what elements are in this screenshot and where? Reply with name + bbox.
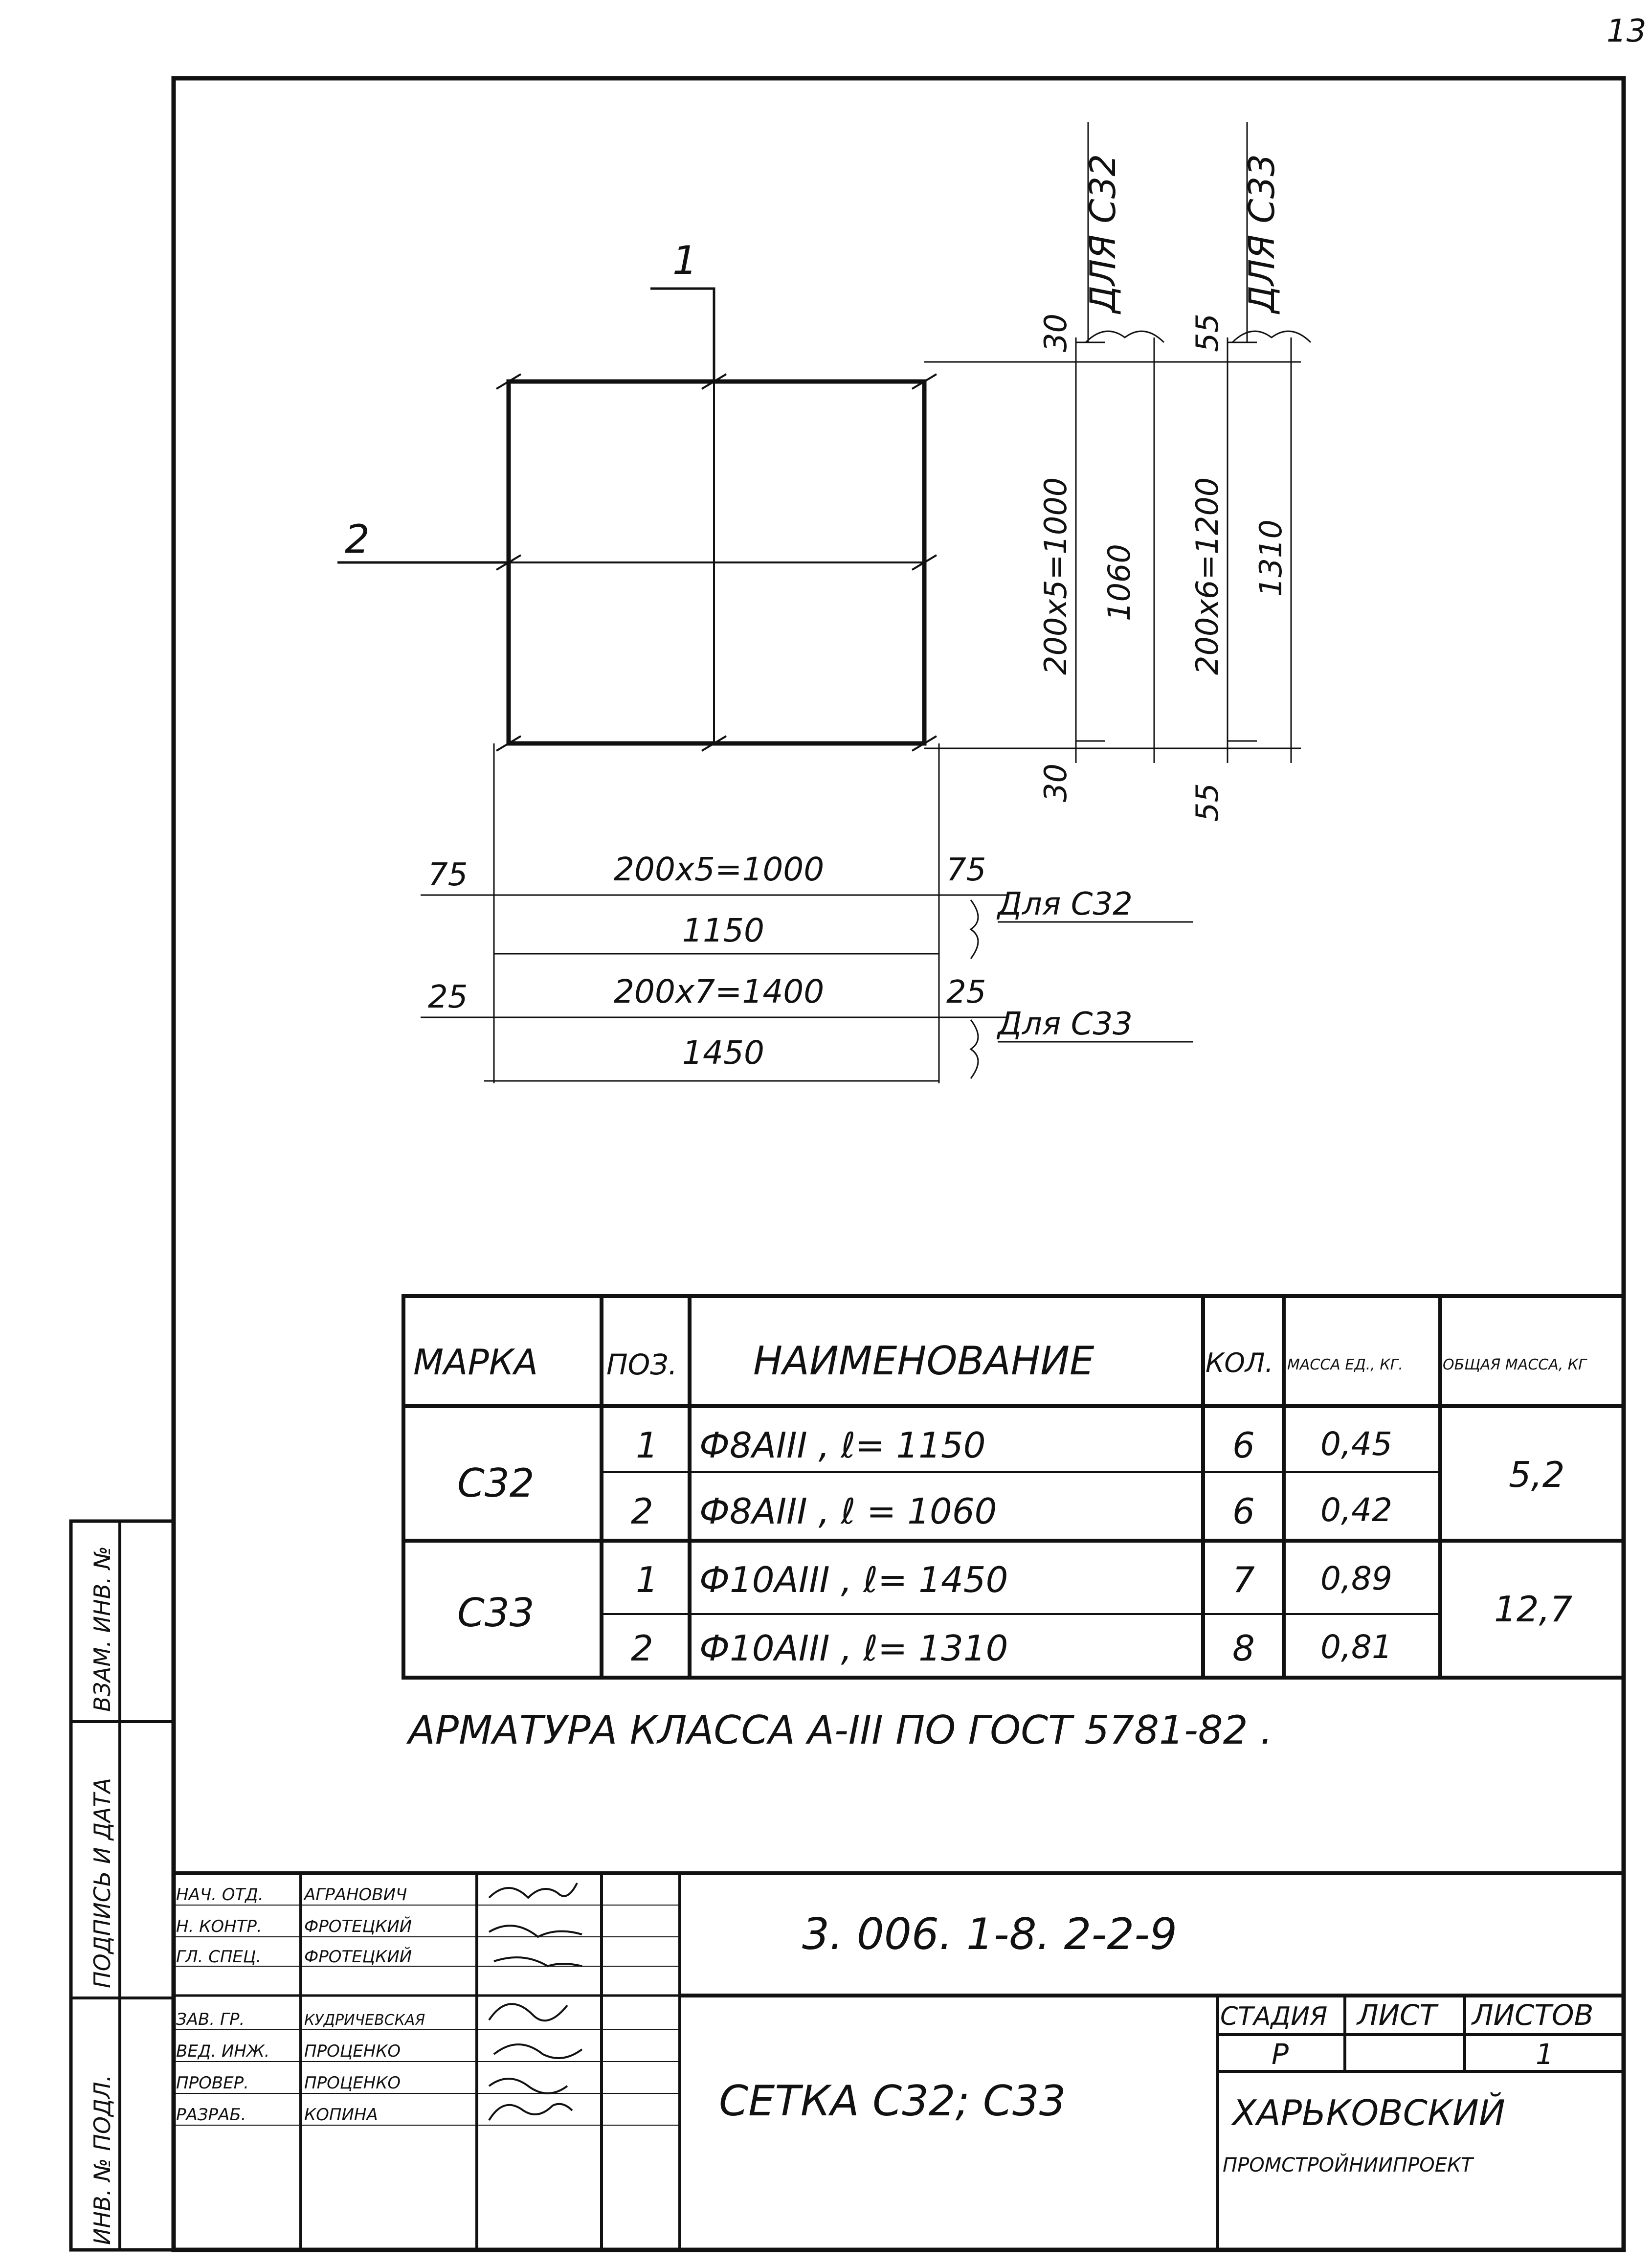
row-c33-1-pos: 1 bbox=[636, 1559, 658, 1600]
callout-1-leader bbox=[650, 289, 714, 381]
th-pos: ПОЗ. bbox=[606, 1348, 677, 1381]
callout-1-label: 1 bbox=[672, 238, 697, 283]
dim-bottom-c33-left: 25 bbox=[428, 979, 468, 1015]
row-c33-1-qty: 7 bbox=[1232, 1559, 1255, 1600]
dim-c32-bottom: 30 bbox=[1038, 763, 1073, 802]
dim-c33-label: ДЛЯ С33 bbox=[1241, 154, 1282, 313]
role-2: Н. КОНТР. bbox=[176, 1917, 262, 1936]
stage-value: Р bbox=[1272, 2038, 1289, 2071]
page-number: 13 bbox=[1607, 13, 1647, 49]
side-inv-orig: ИНВ. № ПОДЛ. bbox=[89, 2074, 115, 2245]
row-c33-mark: С33 bbox=[457, 1590, 535, 1636]
sheet-label: ЛИСТ bbox=[1357, 1998, 1437, 2032]
sheets-value: 1 bbox=[1536, 2038, 1554, 2071]
row-c33-2-pos: 2 bbox=[631, 1628, 653, 1669]
signatures bbox=[489, 1883, 582, 2120]
dim-c32-label: ДЛЯ С32 bbox=[1082, 154, 1123, 313]
name-2: ФРОТЕЦКИЙ bbox=[304, 1917, 412, 1936]
role-5: ВЕД. ИНЖ. bbox=[176, 2042, 270, 2061]
stage-label: СТАДИЯ bbox=[1220, 2002, 1328, 2031]
name-3: ФРОТЕЦКИЙ bbox=[304, 1947, 412, 1967]
right-dimensions bbox=[924, 122, 1311, 822]
role-1: НАЧ. ОТД. bbox=[176, 1885, 264, 1905]
dim-bottom-c32-right: 75 bbox=[946, 852, 986, 888]
row-c32-1-mass: 0,45 bbox=[1320, 1425, 1392, 1463]
role-7: РАЗРАБ. bbox=[176, 2105, 246, 2125]
dim-c32-span: 200x5=1000 bbox=[1038, 477, 1073, 675]
dim-bottom-c32-total: 1150 bbox=[682, 912, 764, 949]
name-4: КУДРИЧЕВСКАЯ bbox=[304, 2012, 425, 2029]
callout-2-label: 2 bbox=[345, 516, 370, 562]
dim-c33-total: 1310 bbox=[1253, 519, 1289, 597]
row-c32-2-qty: 6 bbox=[1232, 1491, 1255, 1532]
bottom-dimensions bbox=[421, 743, 1193, 1083]
row-c32-total: 5,2 bbox=[1509, 1454, 1565, 1495]
role-3: ГЛ. СПЕЦ. bbox=[176, 1947, 262, 1967]
th-mark: МАРКА bbox=[413, 1342, 538, 1383]
dim-bottom-c32-left: 75 bbox=[428, 857, 468, 893]
th-name: НАИМЕНОВАНИЕ bbox=[753, 1338, 1094, 1384]
row-c33-total: 12,7 bbox=[1494, 1589, 1573, 1630]
dim-bottom-c32-label: Для С32 bbox=[998, 886, 1133, 922]
row-c33-1-mass: 0,89 bbox=[1320, 1560, 1392, 1597]
org-name: ХАРЬКОВСКИЙ bbox=[1232, 2092, 1505, 2133]
dim-c32-top: 30 bbox=[1038, 314, 1073, 352]
row-c33-1-name: Ф10АIII , ℓ= 1450 bbox=[699, 1559, 1008, 1600]
row-c32-1-qty: 6 bbox=[1232, 1425, 1255, 1466]
row-c32-mark: С32 bbox=[457, 1460, 535, 1506]
row-c32-1-pos: 1 bbox=[636, 1425, 658, 1466]
dim-c33-bottom: 55 bbox=[1189, 783, 1225, 822]
name-1: АГРАНОВИЧ bbox=[304, 1885, 407, 1905]
sheets-label: ЛИСТОВ bbox=[1472, 1998, 1594, 2032]
row-c33-2-qty: 8 bbox=[1232, 1628, 1255, 1669]
row-c32-2-mass: 0,42 bbox=[1320, 1491, 1392, 1529]
mesh-drawing bbox=[337, 238, 937, 751]
side-inv-replace: ВЗАМ. ИНВ. № bbox=[89, 1546, 115, 1712]
row-c32-2-name: Ф8АIII , ℓ = 1060 bbox=[699, 1491, 997, 1532]
org-name-2: ПРОМСТРОЙНИИПРОЕКТ bbox=[1223, 2154, 1473, 2176]
row-c32-2-pos: 2 bbox=[631, 1491, 653, 1532]
spec-table bbox=[403, 1296, 1624, 1678]
row-c32-1-name: Ф8АIII , ℓ= 1150 bbox=[699, 1425, 986, 1466]
row-c33-2-mass: 0,81 bbox=[1320, 1628, 1392, 1666]
dim-bottom-c33-label: Для С33 bbox=[998, 1006, 1133, 1042]
dim-bottom-c33-right: 25 bbox=[946, 974, 986, 1010]
name-5: ПРОЦЕНКО bbox=[304, 2042, 401, 2061]
dim-c33-top: 55 bbox=[1189, 314, 1225, 352]
th-qty: КОЛ. bbox=[1206, 1347, 1273, 1378]
dim-c32-total: 1060 bbox=[1101, 544, 1137, 621]
name-6: ПРОЦЕНКО bbox=[304, 2073, 401, 2093]
name-7: КОПИНА bbox=[304, 2105, 378, 2125]
note-reinforcement-class: АРМАТУРА КЛАССА А-III ПО ГОСТ 5781-82 . bbox=[408, 1707, 1273, 1753]
title-block bbox=[174, 1873, 1624, 2250]
dim-bottom-c32-span: 200x5=1000 bbox=[614, 851, 825, 888]
dim-c33-span: 200x6=1200 bbox=[1189, 477, 1225, 675]
side-sign-date: ПОДПИСЬ И ДАТА bbox=[89, 1777, 115, 1988]
doc-code: 3. 006. 1-8. 2-2-9 bbox=[802, 1909, 1177, 1959]
role-4: ЗАВ. ГР. bbox=[176, 2010, 245, 2029]
side-stamp bbox=[71, 1521, 174, 2250]
drawing-title: СЕТКА С32; С33 bbox=[719, 2077, 1066, 2126]
dim-bottom-c33-total: 1450 bbox=[682, 1034, 764, 1072]
row-c33-2-name: Ф10АIII , ℓ= 1310 bbox=[699, 1628, 1008, 1669]
role-6: ПРОВЕР. bbox=[176, 2073, 249, 2093]
dim-bottom-c33-span: 200x7=1400 bbox=[614, 973, 825, 1010]
th-total-mass: ОБЩАЯ МАССА, КГ bbox=[1443, 1356, 1586, 1373]
th-unit-mass: МАССА ЕД., КГ. bbox=[1287, 1356, 1403, 1373]
